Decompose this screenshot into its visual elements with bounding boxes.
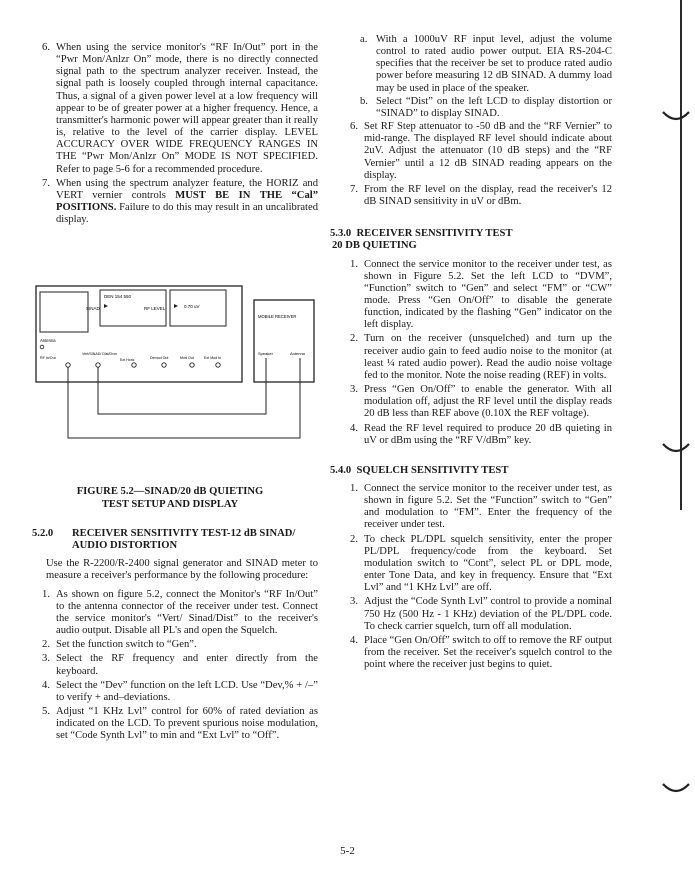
- list-item: [340, 635, 612, 671]
- procedure-list-5-3-0: [340, 259, 612, 447]
- section-title: 5.3.0 RECEIVER SENSITIVITY TEST: [330, 228, 513, 240]
- page-number: 5-2: [340, 845, 355, 857]
- jack-label-ext-mod-in: Ext Mod In: [204, 356, 222, 360]
- emphasis-text: MUST BE IN THE “Cal” POSITIONS.: [56, 189, 318, 214]
- jack-icon: [66, 363, 70, 367]
- item-text: Press “Gen On/Off” to enable the generator. With all modulation off, adjust the RF level until the display reads 20 dB less than REF above (0.10X the REF voltage).: [364, 384, 612, 420]
- list-item: [340, 333, 612, 382]
- item-text: Set the function switch to “Gen”.: [56, 639, 197, 651]
- list-item: [32, 589, 318, 638]
- list-item: [340, 121, 612, 182]
- item-number: 4.: [350, 634, 358, 646]
- item-text: When using the service monitor's “RF In/Out” port in the “Pwr Mon/Anlzr On” mode, there is no directly connected signal path to the spectrum analyzer receiver. Instead, the signal path is loosely coupled through internal capacitance. Thus, a signal of a given power level at a low frequency will appear to be of greater power at a higher frequency. Hence, a transmitter's harmonic power will appear greater than it really is, relative to the level of the carrier display. LEVEL ACCURACY OVER WIDE FREQUENCY RANGES IN THE “Pwr Mon/Anlzr On” MODE IS NOT SPECIFIED. Refer to page 5-6 for a recommended procedure.: [56, 42, 318, 175]
- item-number: 1.: [42, 588, 50, 600]
- procedure-list-5-4-0: [340, 483, 612, 671]
- list-item: [32, 639, 318, 651]
- item-number: 3.: [42, 653, 50, 665]
- section-number: 5.2.0: [32, 528, 54, 539]
- procedure-list: [32, 589, 318, 743]
- item-number: 6.: [42, 42, 50, 53]
- receiver-antenna-label: Antenna: [290, 351, 305, 356]
- list-item: [340, 423, 612, 447]
- item-text: Select the RF frequency and enter directly from the keyboard.: [56, 653, 318, 677]
- jack-label-vert-sinad: Vert/SINAD/ Dist/Dvm: [82, 352, 117, 356]
- monitor-screen: [40, 292, 88, 332]
- jack-label-rf-in-out: RF In/Out: [40, 356, 56, 360]
- item-text: Select the “Dev” function on the left LCD. Use “Dev,% + /–” to verify + and–deviations.: [56, 679, 318, 703]
- item-text: Connect the service monitor to the receiver under test, as shown in Figure 5.2. Set the left LCD to “DVM”, “Function” switch to “Gen” and select “FM” or “CW” mode. Press “Gen On/Off” to disable the generate function, indicated by the flashing “Gen” indicator on the left display.: [364, 258, 612, 331]
- figure-caption-line: FIGURE 5.2—SINAD/20 dB QUIETING: [76, 486, 264, 497]
- item-number: 1.: [350, 258, 358, 270]
- service-monitor-panel: [36, 286, 242, 382]
- sub-list-item: [360, 34, 612, 95]
- mobile-receiver-box: [254, 300, 314, 382]
- item-text: Adjust “1 KHz Lvl” control for 60% of rated deviation as indicated on the LCD. To prevent spurious noise modulation, set “Code Synth Lvl” to min and “Ext Lvl” to “Off”.: [56, 706, 318, 742]
- right-column: [330, 34, 612, 673]
- list-item: [340, 384, 612, 420]
- item-number: 4.: [350, 422, 358, 434]
- item-number: 6.: [350, 121, 358, 133]
- binding-hole-mark-icon: [661, 440, 691, 460]
- item-text: Set RF Step attenuator to -50 dB and the “RF Vernier” to mid-range. The displayed RF level should indicate about 2uV. Adjust the attenuator (10 dB steps) and the “RF Vernier” until a 12 dB SINAD reading appears on the display.: [364, 121, 612, 181]
- item-number: 2.: [42, 639, 50, 651]
- item-text: Select “Dist” on the left LCD to display distortion or “SINAD” to display SINAD.: [376, 95, 612, 119]
- section-title: RECEIVER SENSITIVITY TEST-12 dB SINAD/ AUDIO DISTORTION: [72, 528, 296, 552]
- antenna-jack-icon: [40, 345, 44, 349]
- item-number: 2.: [350, 533, 358, 545]
- spacer: [340, 449, 612, 465]
- item-text: [56, 178, 318, 227]
- item-text: Connect the service monitor to the receiver under test, as shown in figure 5.2. Set the “Function” switch to “Gen” and modulation to “FM”. Enter the frequency of the receiver under test.: [364, 483, 612, 531]
- item-number: 2.: [350, 333, 358, 345]
- section-intro: Use the R-2200/R-2400 signal generator and SINAD meter to measure a receiver's performance by the following procedure:: [46, 558, 318, 582]
- continued-list: [340, 121, 612, 208]
- section-heading: [32, 528, 318, 552]
- item-text: Turn on the receiver (unsquelched) and turn up the receiver audio gain to feed audio noise to the monitor (at least ¼ rated audio power). Read the audio noise voltage fed to the monitor. Note the noise reading (REF) in volts.: [364, 333, 612, 381]
- item-number: 3.: [350, 596, 358, 608]
- item-number: 1.: [350, 483, 358, 494]
- item-text: Place “Gen On/Off” switch to off to remove the RF output from the receiver. Set the receiver's squelch control to the point where the receiver just begins to quiet.: [364, 634, 612, 671]
- item-text-part: When using the spectrum analyzer feature, the HORIZ and VERT vernier controls: [56, 177, 318, 201]
- right-lcd-pointer-icon: [174, 304, 178, 308]
- section-5-2-0: [32, 528, 318, 745]
- binding-hole-mark-icon: [661, 780, 691, 800]
- jack-icon: [162, 363, 166, 367]
- jack-icon: [190, 363, 194, 367]
- list-item: [340, 534, 612, 595]
- rf-cable-line: [68, 358, 300, 438]
- left-lcd-pointer-icon: [104, 304, 108, 308]
- audio-cable-line: [98, 358, 266, 414]
- sub-item-label: a.: [360, 34, 368, 45]
- item-number: 7.: [350, 183, 358, 195]
- left-lcd-value: DEN 154 550: [104, 294, 132, 299]
- sub-list-item: [360, 96, 612, 120]
- sub-item-label: b.: [360, 95, 368, 107]
- list-item: [340, 596, 612, 632]
- receiver-label: MOBILE RECEIVER: [258, 314, 297, 319]
- left-list: [32, 42, 318, 226]
- right-lcd-value: 0.70 uV: [184, 304, 200, 309]
- jack-icon: [216, 363, 220, 367]
- item-text: As shown on figure 5.2, connect the Monitor's “RF In/Out” to the antenna connector of the receiver under test. Connect the service monitor's “Vert/ Sinad/Dist” to the receiver's audio output. Disable all PL's and open the Squelch.: [56, 588, 318, 637]
- sinad-label: SINAD: [86, 306, 100, 311]
- item-number: 5.: [42, 706, 50, 718]
- list-item: [32, 706, 318, 742]
- antenna-label: Antenna: [40, 338, 56, 343]
- binding-hole-mark-icon: [661, 108, 691, 128]
- item-text: From the RF level on the display, read the receiver's 12 dB SINAD sensitivity in uV or dBm.: [364, 183, 612, 208]
- binding-edge-line: [680, 0, 682, 510]
- item-text: With a 1000uV RF input level, adjust the volume control to rated audio power output. EIA RS-204-C specifies that the receiver be set to produce rated audio power before measuring 12 dB SINAD. A dummy load may be used in place of the speaker.: [376, 34, 612, 94]
- jack-label-demod-out: Demod Out: [150, 356, 169, 360]
- item-number: 4.: [42, 679, 50, 691]
- list-item: [32, 680, 318, 704]
- figure-5-2-diagram: [32, 282, 332, 458]
- jack-icon: [132, 363, 136, 367]
- list-item: [340, 259, 612, 332]
- rf-level-label: RF LEVEL: [144, 306, 166, 311]
- list-item: [32, 178, 318, 227]
- section-subtitle: 20 DB QUIETING: [332, 240, 417, 252]
- jack-icon: [96, 363, 100, 367]
- section-heading: [330, 228, 612, 252]
- left-column: [32, 42, 318, 228]
- item-number: 7.: [42, 177, 50, 189]
- list-item: [340, 184, 612, 208]
- figure-caption-line: TEST SETUP AND DISPLAY: [101, 498, 239, 510]
- speaker-label: Speaker: [258, 351, 273, 356]
- item-text: To check PL/DPL squelch sensitivity, enter the proper PL/DPL frequency/code from the keyboard. Set modulation switch to “Cont”, select PL or DPL mode, enter Tone Data, and key in frequency. Ensure that “Ext Lvl” and “1 KHz Lvl” are off.: [364, 533, 612, 594]
- list-item: [32, 42, 318, 176]
- item-text: Adjust the “Code Synth Lvl” control to provide a nominal 750 Hz (500 Hz - 1 KHz) deviation of the PL/DPL code. To check carrier squelch, turn off all modulation.: [364, 596, 612, 632]
- item-text: Read the RF level required to produce 20 dB quieting in uV or dBm using the “RF V/dBm” key.: [364, 422, 612, 446]
- jack-label-mod-out: Mod Out: [180, 356, 194, 360]
- item-text-part: Failure to do this may result in an uncalibrated display.: [56, 202, 318, 226]
- spacer: [340, 210, 612, 228]
- item-number: 3.: [350, 384, 358, 396]
- section-heading: 5.4.0 SQUELCH SENSITIVITY TEST: [330, 464, 509, 476]
- list-item: [340, 483, 612, 532]
- figure-caption: [60, 486, 280, 511]
- sub-item-list: [340, 34, 612, 120]
- list-item: [32, 653, 318, 677]
- jack-label-ext-horiz: Ext Horiz: [120, 358, 135, 362]
